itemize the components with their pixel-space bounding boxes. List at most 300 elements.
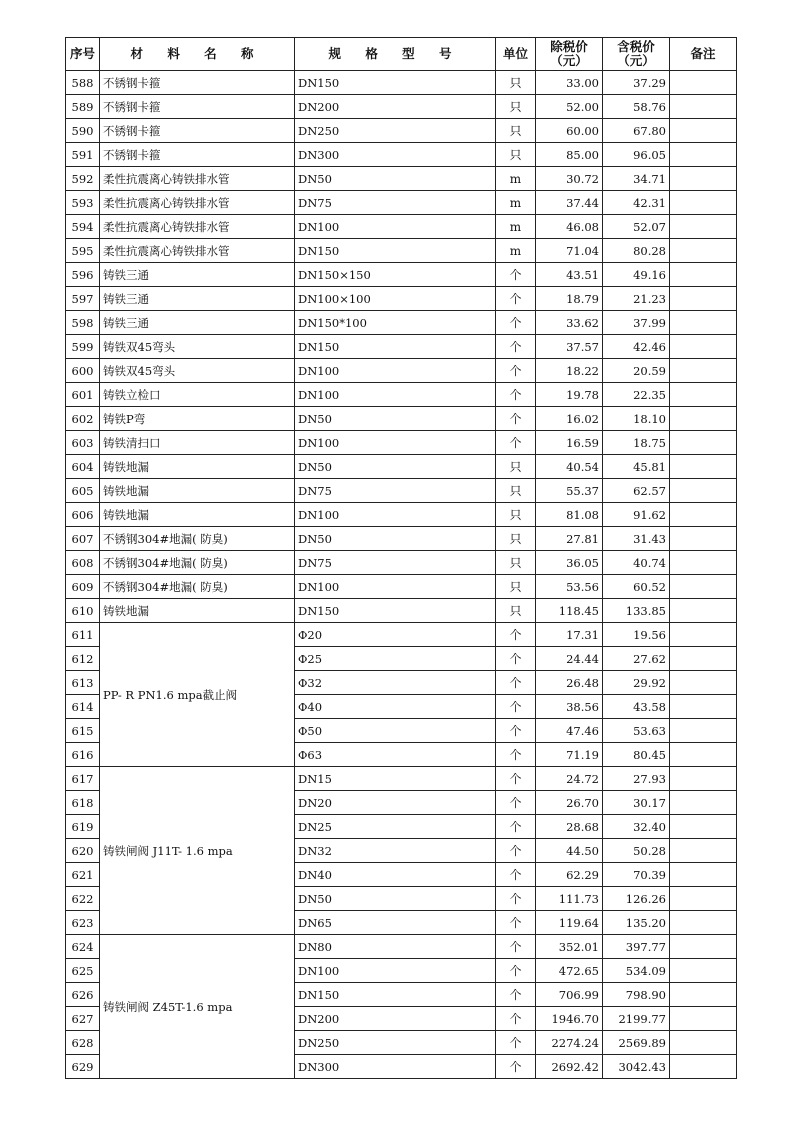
cell-price-ex-tax: 16.02: [536, 407, 603, 431]
header-price-ex-tax-label: 除税价: [550, 39, 588, 54]
cell-seq: 597: [66, 287, 100, 311]
cell-price-in-tax: 42.46: [603, 335, 670, 359]
cell-price-in-tax: 19.56: [603, 623, 670, 647]
cell-unit: 个: [496, 935, 536, 959]
cell-price-ex-tax: 472.65: [536, 959, 603, 983]
cell-seq: 609: [66, 575, 100, 599]
cell-price-in-tax: 53.63: [603, 719, 670, 743]
table-row: [66, 551, 737, 575]
cell-unit: m: [496, 239, 536, 263]
cell-seq: 605: [66, 479, 100, 503]
cell-price-in-tax: 70.39: [603, 863, 670, 887]
cell-seq: 592: [66, 167, 100, 191]
table-row: [66, 527, 737, 551]
cell-seq: 612: [66, 647, 100, 671]
cell-spec: DN150×150: [295, 263, 496, 287]
cell-name: 铸铁地漏: [100, 503, 295, 527]
header-row: [66, 38, 737, 71]
cell-price-in-tax: 58.76: [603, 95, 670, 119]
cell-unit: 只: [496, 95, 536, 119]
cell-price-in-tax: 34.71: [603, 167, 670, 191]
cell-unit: 只: [496, 575, 536, 599]
cell-price-in-tax: 50.28: [603, 839, 670, 863]
cell-price-in-tax: 18.10: [603, 407, 670, 431]
cell-unit: 个: [496, 863, 536, 887]
cell-remark: [670, 503, 737, 527]
cell-remark: [670, 695, 737, 719]
cell-unit: 个: [496, 263, 536, 287]
cell-seq: 625: [66, 959, 100, 983]
cell-price-ex-tax: 40.54: [536, 455, 603, 479]
cell-name: 铸铁三通: [100, 311, 295, 335]
header-price-in-tax-label: 含税价: [617, 39, 655, 54]
cell-name: 不锈钢304#地漏( 防臭): [100, 551, 295, 575]
cell-spec: DN50: [295, 887, 496, 911]
cell-spec: DN150: [295, 71, 496, 95]
cell-spec: DN75: [295, 191, 496, 215]
cell-price-ex-tax: 352.01: [536, 935, 603, 959]
cell-seq: 618: [66, 791, 100, 815]
cell-seq: 604: [66, 455, 100, 479]
cell-name: 铸铁清扫口: [100, 431, 295, 455]
cell-spec: Φ20: [295, 623, 496, 647]
cell-unit: 个: [496, 1031, 536, 1055]
cell-unit: 只: [496, 599, 536, 623]
cell-price-in-tax: 43.58: [603, 695, 670, 719]
cell-spec: DN150: [295, 335, 496, 359]
cell-remark: [670, 623, 737, 647]
cell-name: 铸铁双45弯头: [100, 359, 295, 383]
cell-name: 铸铁地漏: [100, 455, 295, 479]
cell-price-ex-tax: 43.51: [536, 263, 603, 287]
table-row: [66, 119, 737, 143]
cell-price-ex-tax: 85.00: [536, 143, 603, 167]
cell-remark: [670, 143, 737, 167]
cell-remark: [670, 479, 737, 503]
cell-seq: 589: [66, 95, 100, 119]
cell-price-in-tax: 27.62: [603, 647, 670, 671]
cell-remark: [670, 167, 737, 191]
cell-unit: 个: [496, 959, 536, 983]
cell-name: 铸铁三通: [100, 263, 295, 287]
cell-price-in-tax: 62.57: [603, 479, 670, 503]
cell-name: 不锈钢304#地漏( 防臭): [100, 527, 295, 551]
cell-price-ex-tax: 17.31: [536, 623, 603, 647]
cell-unit: m: [496, 215, 536, 239]
cell-unit: 只: [496, 551, 536, 575]
cell-unit: 个: [496, 359, 536, 383]
cell-seq: 610: [66, 599, 100, 623]
cell-remark: [670, 575, 737, 599]
cell-price-ex-tax: 81.08: [536, 503, 603, 527]
cell-price-in-tax: 18.75: [603, 431, 670, 455]
cell-name: 铸铁地漏: [100, 599, 295, 623]
cell-remark: [670, 959, 737, 983]
cell-seq: 600: [66, 359, 100, 383]
cell-remark: [670, 527, 737, 551]
table-row: [66, 623, 737, 647]
cell-price-in-tax: 37.99: [603, 311, 670, 335]
cell-name: 不锈钢304#地漏( 防臭): [100, 575, 295, 599]
cell-spec: DN100: [295, 383, 496, 407]
cell-unit: 只: [496, 503, 536, 527]
cell-remark: [670, 1055, 737, 1079]
table-body: [66, 71, 737, 1079]
cell-seq: 598: [66, 311, 100, 335]
table-row: [66, 383, 737, 407]
cell-remark: [670, 791, 737, 815]
header-price-ex-tax: [536, 38, 603, 71]
cell-name: 铸铁双45弯头: [100, 335, 295, 359]
cell-remark: [670, 383, 737, 407]
cell-price-in-tax: 534.09: [603, 959, 670, 983]
cell-price-ex-tax: 24.72: [536, 767, 603, 791]
cell-price-in-tax: 37.29: [603, 71, 670, 95]
cell-price-ex-tax: 55.37: [536, 479, 603, 503]
cell-price-ex-tax: 26.70: [536, 791, 603, 815]
cell-price-in-tax: 21.23: [603, 287, 670, 311]
cell-price-in-tax: 135.20: [603, 911, 670, 935]
cell-unit: 个: [496, 911, 536, 935]
cell-unit: 只: [496, 479, 536, 503]
cell-price-ex-tax: 53.56: [536, 575, 603, 599]
table-row: [66, 263, 737, 287]
cell-unit: 个: [496, 887, 536, 911]
cell-remark: [670, 359, 737, 383]
cell-remark: [670, 311, 737, 335]
cell-name: 铸铁闸阀 J11T- 1.6 mpa: [100, 767, 295, 935]
cell-spec: DN100: [295, 575, 496, 599]
cell-spec: DN100: [295, 215, 496, 239]
cell-spec: DN25: [295, 815, 496, 839]
table-row: [66, 287, 737, 311]
cell-price-ex-tax: 19.78: [536, 383, 603, 407]
cell-price-in-tax: 22.35: [603, 383, 670, 407]
cell-spec: DN100: [295, 503, 496, 527]
cell-unit: 个: [496, 311, 536, 335]
cell-seq: 626: [66, 983, 100, 1007]
cell-unit: 个: [496, 695, 536, 719]
cell-unit: 个: [496, 431, 536, 455]
cell-name: 不锈钢卡箍: [100, 119, 295, 143]
cell-seq: 613: [66, 671, 100, 695]
cell-price-in-tax: 67.80: [603, 119, 670, 143]
cell-seq: 628: [66, 1031, 100, 1055]
cell-unit: m: [496, 167, 536, 191]
cell-unit: 只: [496, 455, 536, 479]
cell-spec: Φ32: [295, 671, 496, 695]
cell-seq: 622: [66, 887, 100, 911]
cell-price-in-tax: 42.31: [603, 191, 670, 215]
cell-name: 不锈钢卡箍: [100, 95, 295, 119]
cell-name: PP- R PN1.6 mpa截止阀: [100, 623, 295, 767]
cell-price-ex-tax: 706.99: [536, 983, 603, 1007]
cell-price-ex-tax: 47.46: [536, 719, 603, 743]
cell-seq: 627: [66, 1007, 100, 1031]
cell-remark: [670, 1007, 737, 1031]
table-row: [66, 167, 737, 191]
cell-price-ex-tax: 71.04: [536, 239, 603, 263]
cell-price-ex-tax: 62.29: [536, 863, 603, 887]
cell-price-in-tax: 126.26: [603, 887, 670, 911]
cell-price-in-tax: 2199.77: [603, 1007, 670, 1031]
cell-seq: 606: [66, 503, 100, 527]
table-row: [66, 143, 737, 167]
cell-price-in-tax: 52.07: [603, 215, 670, 239]
cell-seq: 614: [66, 695, 100, 719]
cell-spec: Φ25: [295, 647, 496, 671]
cell-price-ex-tax: 38.56: [536, 695, 603, 719]
cell-price-in-tax: 91.62: [603, 503, 670, 527]
cell-unit: 只: [496, 143, 536, 167]
cell-name: 柔性抗震离心铸铁排水管: [100, 215, 295, 239]
cell-price-in-tax: 49.16: [603, 263, 670, 287]
cell-remark: [670, 287, 737, 311]
cell-price-ex-tax: 33.62: [536, 311, 603, 335]
cell-price-ex-tax: 44.50: [536, 839, 603, 863]
cell-price-in-tax: 397.77: [603, 935, 670, 959]
table-row: [66, 95, 737, 119]
cell-spec: DN150: [295, 239, 496, 263]
cell-price-in-tax: 96.05: [603, 143, 670, 167]
cell-seq: 608: [66, 551, 100, 575]
cell-remark: [670, 935, 737, 959]
cell-price-in-tax: 798.90: [603, 983, 670, 1007]
cell-unit: 只: [496, 71, 536, 95]
cell-price-in-tax: 31.43: [603, 527, 670, 551]
table-row: [66, 239, 737, 263]
cell-unit: 个: [496, 623, 536, 647]
cell-seq: 611: [66, 623, 100, 647]
cell-seq: 629: [66, 1055, 100, 1079]
table-row: [66, 599, 737, 623]
cell-unit: 只: [496, 119, 536, 143]
cell-remark: [670, 815, 737, 839]
table-row: [66, 71, 737, 95]
cell-remark: [670, 551, 737, 575]
cell-spec: DN250: [295, 119, 496, 143]
table-row: [66, 479, 737, 503]
table-row: [66, 455, 737, 479]
header-seq: 序号: [66, 38, 100, 71]
cell-remark: [670, 71, 737, 95]
cell-spec: DN40: [295, 863, 496, 887]
cell-unit: 个: [496, 671, 536, 695]
cell-remark: [670, 191, 737, 215]
cell-spec: DN150*100: [295, 311, 496, 335]
cell-price-ex-tax: 37.44: [536, 191, 603, 215]
cell-price-ex-tax: 30.72: [536, 167, 603, 191]
cell-unit: 个: [496, 335, 536, 359]
cell-spec: Φ40: [295, 695, 496, 719]
cell-name: 柔性抗震离心铸铁排水管: [100, 239, 295, 263]
cell-spec: DN50: [295, 407, 496, 431]
cell-price-ex-tax: 46.08: [536, 215, 603, 239]
cell-unit: 个: [496, 719, 536, 743]
cell-name: 铸铁地漏: [100, 479, 295, 503]
cell-spec: DN80: [295, 935, 496, 959]
table-row: [66, 215, 737, 239]
table-row: [66, 503, 737, 527]
cell-remark: [670, 215, 737, 239]
cell-price-in-tax: 133.85: [603, 599, 670, 623]
cell-spec: DN32: [295, 839, 496, 863]
cell-remark: [670, 431, 737, 455]
cell-spec: DN50: [295, 455, 496, 479]
header-spec: 规 格 型 号: [295, 38, 496, 71]
cell-price-ex-tax: 26.48: [536, 671, 603, 695]
cell-seq: 599: [66, 335, 100, 359]
cell-unit: 个: [496, 383, 536, 407]
cell-name: 铸铁P弯: [100, 407, 295, 431]
cell-price-ex-tax: 71.19: [536, 743, 603, 767]
cell-seq: 595: [66, 239, 100, 263]
cell-remark: [670, 599, 737, 623]
cell-name: 铸铁三通: [100, 287, 295, 311]
cell-spec: DN200: [295, 1007, 496, 1031]
cell-spec: DN50: [295, 527, 496, 551]
cell-price-ex-tax: 27.81: [536, 527, 603, 551]
cell-spec: Φ50: [295, 719, 496, 743]
cell-seq: 620: [66, 839, 100, 863]
cell-spec: DN100: [295, 959, 496, 983]
price-table: [65, 37, 737, 1079]
cell-price-in-tax: 60.52: [603, 575, 670, 599]
cell-price-in-tax: 27.93: [603, 767, 670, 791]
cell-remark: [670, 335, 737, 359]
table-row: [66, 935, 737, 959]
cell-price-in-tax: 3042.43: [603, 1055, 670, 1079]
cell-price-ex-tax: 60.00: [536, 119, 603, 143]
cell-price-in-tax: 80.45: [603, 743, 670, 767]
cell-price-ex-tax: 18.79: [536, 287, 603, 311]
cell-remark: [670, 119, 737, 143]
header-price-in-tax-unit: （元）: [617, 53, 655, 68]
cell-price-ex-tax: 2274.24: [536, 1031, 603, 1055]
cell-seq: 602: [66, 407, 100, 431]
cell-seq: 590: [66, 119, 100, 143]
cell-price-in-tax: 45.81: [603, 455, 670, 479]
table-row: [66, 311, 737, 335]
cell-name: 不锈钢卡箍: [100, 71, 295, 95]
cell-price-ex-tax: 111.73: [536, 887, 603, 911]
cell-remark: [670, 671, 737, 695]
cell-price-ex-tax: 33.00: [536, 71, 603, 95]
cell-remark: [670, 455, 737, 479]
cell-remark: [670, 911, 737, 935]
cell-unit: 个: [496, 407, 536, 431]
cell-price-in-tax: 32.40: [603, 815, 670, 839]
table-row: [66, 575, 737, 599]
cell-unit: 个: [496, 839, 536, 863]
cell-remark: [670, 239, 737, 263]
table-row: [66, 767, 737, 791]
cell-unit: 个: [496, 791, 536, 815]
cell-price-ex-tax: 37.57: [536, 335, 603, 359]
cell-unit: m: [496, 191, 536, 215]
header-unit: 单位: [496, 38, 536, 71]
cell-seq: 617: [66, 767, 100, 791]
cell-remark: [670, 983, 737, 1007]
cell-price-ex-tax: 24.44: [536, 647, 603, 671]
cell-spec: DN50: [295, 167, 496, 191]
table-row: [66, 431, 737, 455]
header-name: 材 料 名 称: [100, 38, 295, 71]
cell-unit: 个: [496, 767, 536, 791]
cell-seq: 603: [66, 431, 100, 455]
table-row: [66, 359, 737, 383]
cell-seq: 616: [66, 743, 100, 767]
cell-remark: [670, 263, 737, 287]
cell-remark: [670, 887, 737, 911]
cell-seq: 624: [66, 935, 100, 959]
cell-spec: DN250: [295, 1031, 496, 1055]
cell-remark: [670, 95, 737, 119]
cell-name: 柔性抗震离心铸铁排水管: [100, 167, 295, 191]
cell-price-in-tax: 40.74: [603, 551, 670, 575]
cell-seq: 588: [66, 71, 100, 95]
cell-seq: 601: [66, 383, 100, 407]
cell-spec: Φ63: [295, 743, 496, 767]
cell-seq: 623: [66, 911, 100, 935]
cell-remark: [670, 863, 737, 887]
cell-spec: DN75: [295, 479, 496, 503]
cell-price-ex-tax: 28.68: [536, 815, 603, 839]
cell-spec: DN75: [295, 551, 496, 575]
cell-unit: 个: [496, 287, 536, 311]
header-price-in-tax: [603, 38, 670, 71]
cell-unit: 只: [496, 527, 536, 551]
cell-price-in-tax: 20.59: [603, 359, 670, 383]
cell-price-ex-tax: 2692.42: [536, 1055, 603, 1079]
cell-price-ex-tax: 52.00: [536, 95, 603, 119]
cell-name: 柔性抗震离心铸铁排水管: [100, 191, 295, 215]
cell-spec: DN20: [295, 791, 496, 815]
cell-unit: 个: [496, 743, 536, 767]
cell-remark: [670, 407, 737, 431]
cell-price-ex-tax: 16.59: [536, 431, 603, 455]
cell-spec: DN150: [295, 983, 496, 1007]
cell-seq: 594: [66, 215, 100, 239]
cell-unit: 个: [496, 1007, 536, 1031]
cell-name: 不锈钢卡箍: [100, 143, 295, 167]
cell-name: 铸铁立检口: [100, 383, 295, 407]
cell-unit: 个: [496, 983, 536, 1007]
cell-seq: 593: [66, 191, 100, 215]
cell-spec: DN300: [295, 1055, 496, 1079]
cell-price-ex-tax: 119.64: [536, 911, 603, 935]
cell-spec: DN15: [295, 767, 496, 791]
table-row: [66, 191, 737, 215]
cell-seq: 607: [66, 527, 100, 551]
cell-spec: DN100: [295, 431, 496, 455]
cell-unit: 个: [496, 647, 536, 671]
table-row: [66, 335, 737, 359]
cell-spec: DN200: [295, 95, 496, 119]
header-remark: 备注: [670, 38, 737, 71]
cell-remark: [670, 719, 737, 743]
cell-spec: DN100: [295, 359, 496, 383]
cell-seq: 621: [66, 863, 100, 887]
cell-remark: [670, 647, 737, 671]
cell-remark: [670, 767, 737, 791]
cell-price-in-tax: 29.92: [603, 671, 670, 695]
cell-remark: [670, 1031, 737, 1055]
cell-price-ex-tax: 36.05: [536, 551, 603, 575]
cell-unit: 个: [496, 815, 536, 839]
cell-price-ex-tax: 1946.70: [536, 1007, 603, 1031]
cell-seq: 591: [66, 143, 100, 167]
